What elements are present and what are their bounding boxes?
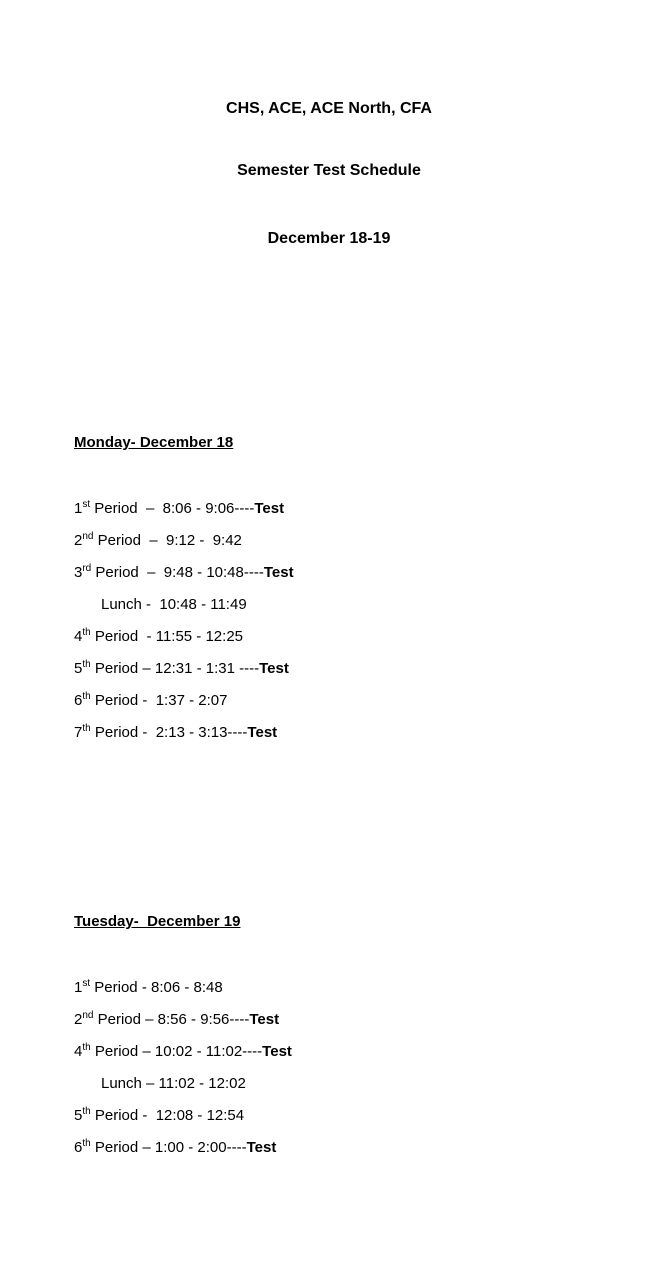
period-row bbox=[74, 557, 658, 589]
period-row bbox=[74, 493, 658, 525]
lunch-row bbox=[74, 589, 658, 621]
period-row bbox=[74, 972, 658, 1004]
period-row bbox=[74, 525, 658, 557]
monday-rows bbox=[74, 493, 658, 749]
period-number: 1 bbox=[74, 500, 83, 517]
period-times: Period - 1:37 - 2:07 bbox=[90, 692, 228, 709]
ordinal-suffix: th bbox=[82, 691, 91, 702]
period-row bbox=[74, 717, 658, 749]
period-times: Period – 9:12 - 9:42 bbox=[93, 532, 242, 549]
period-number: 4 bbox=[74, 628, 83, 645]
period-number: 1 bbox=[74, 979, 83, 996]
period-row bbox=[74, 653, 658, 685]
period-number: 5 bbox=[74, 1107, 83, 1124]
period-times: Period - 2:13 - 3:13---- bbox=[90, 724, 248, 741]
document-title: CHS, ACE, ACE North, CFA bbox=[226, 100, 432, 117]
ordinal-suffix: th bbox=[82, 1106, 91, 1117]
test-label: Test bbox=[262, 1043, 292, 1060]
period-times: Period – 9:48 - 10:48---- bbox=[91, 564, 264, 581]
tuesday-section bbox=[74, 872, 658, 1198]
period-number: 2 bbox=[74, 1011, 83, 1028]
ordinal-suffix: th bbox=[82, 659, 91, 670]
period-times: Lunch - 10:48 - 11:49 bbox=[101, 596, 247, 613]
period-times: Lunch – 11:02 - 12:02 bbox=[101, 1075, 246, 1092]
test-label: Test bbox=[259, 660, 289, 677]
test-label: Test bbox=[249, 1011, 280, 1028]
period-times: Period – 8:56 - 9:56---- bbox=[93, 1011, 250, 1028]
period-number: 6 bbox=[74, 1139, 83, 1156]
document-subtitle: Semester Test Schedule bbox=[237, 162, 421, 179]
period-row bbox=[74, 621, 658, 653]
period-number: 3 bbox=[74, 564, 83, 581]
period-times: Period – 10:02 - 11:02---- bbox=[90, 1043, 263, 1060]
ordinal-suffix: nd bbox=[82, 531, 94, 542]
period-number: 7 bbox=[74, 724, 83, 741]
period-row bbox=[74, 685, 658, 717]
period-number: 5 bbox=[74, 660, 83, 677]
period-times: Period – 1:00 - 2:00---- bbox=[90, 1139, 247, 1156]
test-label: Test bbox=[246, 1139, 277, 1156]
monday-heading: Monday- December 18 bbox=[74, 434, 234, 451]
tuesday-rows bbox=[74, 972, 658, 1164]
ordinal-suffix: rd bbox=[82, 563, 92, 574]
period-number: 6 bbox=[74, 692, 83, 709]
period-row bbox=[74, 1132, 658, 1164]
period-times: Period - 12:08 - 12:54 bbox=[90, 1107, 245, 1124]
period-number: 4 bbox=[74, 1043, 83, 1060]
period-row bbox=[74, 1036, 658, 1068]
period-times: Period – 8:06 - 9:06---- bbox=[90, 500, 255, 517]
ordinal-suffix: st bbox=[82, 978, 91, 989]
period-times: Period – 12:31 - 1:31 ---- bbox=[90, 660, 260, 677]
ordinal-suffix: th bbox=[82, 723, 91, 734]
monday-section bbox=[74, 393, 658, 783]
period-times: Period - 8:06 - 8:48 bbox=[90, 979, 223, 996]
lunch-row bbox=[74, 1068, 658, 1100]
period-row bbox=[74, 1004, 658, 1036]
tuesday-heading: Tuesday- December 19 bbox=[74, 913, 241, 930]
ordinal-suffix: th bbox=[82, 1042, 91, 1053]
ordinal-suffix: nd bbox=[82, 1010, 94, 1021]
title-block bbox=[0, 60, 658, 288]
period-number: 2 bbox=[74, 532, 83, 549]
period-times: Period - 11:55 - 12:25 bbox=[90, 628, 244, 645]
ordinal-suffix: st bbox=[82, 499, 91, 510]
ordinal-suffix: th bbox=[82, 627, 91, 638]
schedule-content bbox=[74, 342, 658, 1249]
test-label: Test bbox=[254, 500, 285, 517]
test-label: Test bbox=[247, 724, 278, 741]
period-row bbox=[74, 1100, 658, 1132]
test-label: Test bbox=[263, 564, 294, 581]
ordinal-suffix: th bbox=[82, 1138, 91, 1149]
document-date-range: December 18-19 bbox=[267, 230, 391, 247]
